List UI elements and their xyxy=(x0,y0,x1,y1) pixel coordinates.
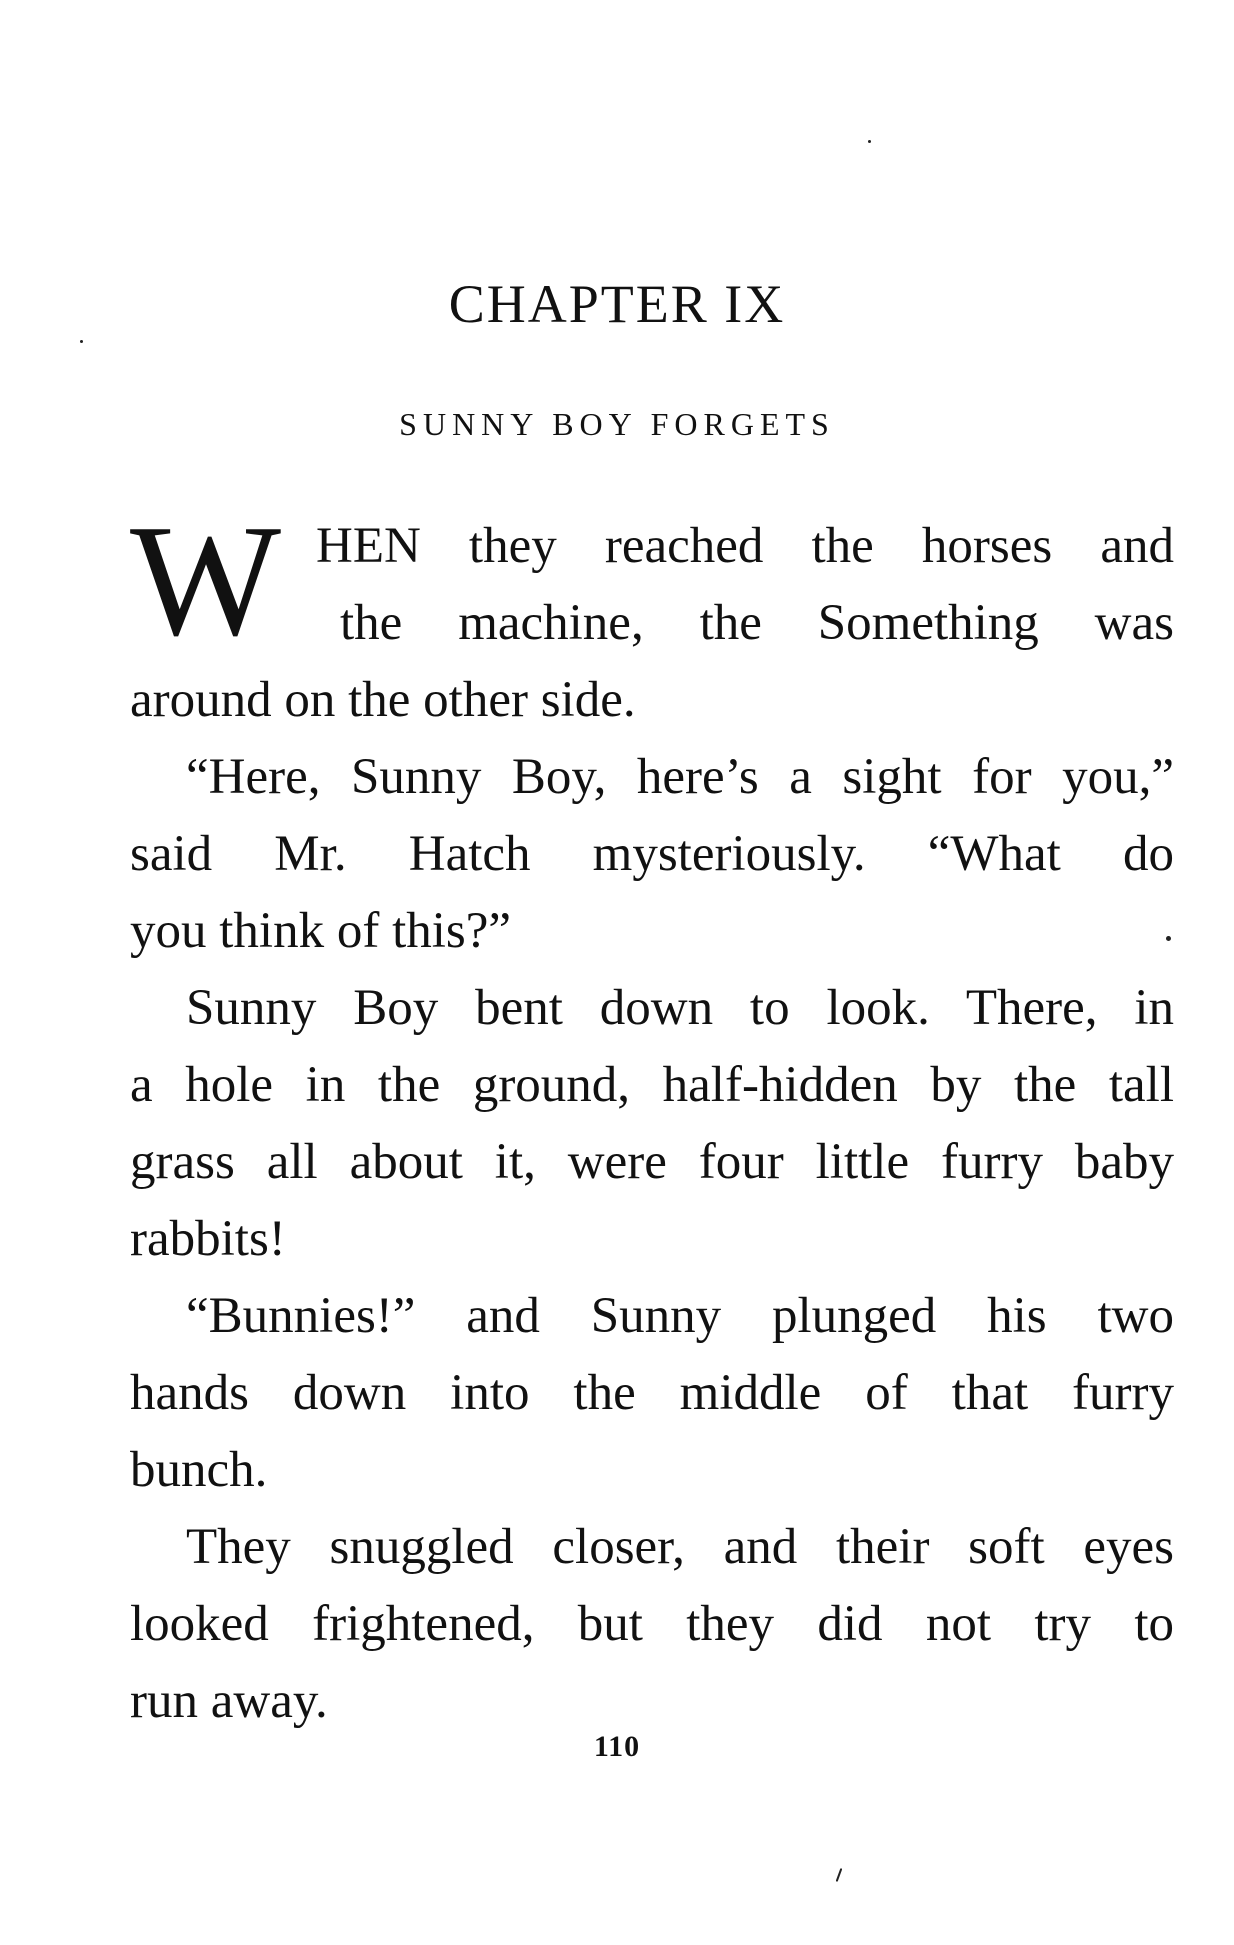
scan-speck xyxy=(836,1868,843,1882)
text-line: grass all about it, were four little furry baby xyxy=(130,1134,1174,1190)
paragraph xyxy=(130,739,1174,970)
text-line: rabbits! xyxy=(130,1211,286,1267)
paragraph xyxy=(130,970,1174,1278)
paragraph xyxy=(130,1509,1174,1740)
text-line: said Mr. Hatch mysteriously. “What do xyxy=(130,826,1174,882)
text-line: “Bunnies!” and Sunny plunged his two xyxy=(186,1288,1174,1344)
text-line: around on the other side. xyxy=(130,672,636,728)
text-line: run away. xyxy=(130,1673,328,1729)
chapter-subtitle: SUNNY BOY FORGETS xyxy=(399,406,835,442)
text-line: the machine, the Something was xyxy=(340,595,1174,651)
scan-speck xyxy=(80,340,83,343)
text-line: Sunny Boy bent down to look. There, in xyxy=(186,980,1174,1036)
text-line: bunch. xyxy=(130,1442,268,1498)
text-line: “Here, Sunny Boy, here’s a sight for you,” xyxy=(186,749,1174,805)
text-line: you think of this?” xyxy=(130,903,512,959)
paragraph xyxy=(130,491,1174,739)
text-line: hands down into the middle of that furry xyxy=(130,1365,1174,1421)
text-line: a hole in the ground, half-hidden by the tall xyxy=(130,1057,1174,1113)
paragraph xyxy=(130,1278,1174,1509)
text-line: looked frightened, but they did not try to xyxy=(130,1596,1174,1652)
text-line: HEN they reached the horses and xyxy=(316,518,1174,574)
text-line: They snuggled closer, and their soft eyes xyxy=(186,1519,1174,1575)
scan-speck xyxy=(1166,936,1171,941)
scan-speck xyxy=(868,140,871,143)
drop-cap: W xyxy=(130,491,282,669)
page-number: 110 xyxy=(593,1730,641,1763)
chapter-title: CHAPTER IX xyxy=(448,274,786,334)
